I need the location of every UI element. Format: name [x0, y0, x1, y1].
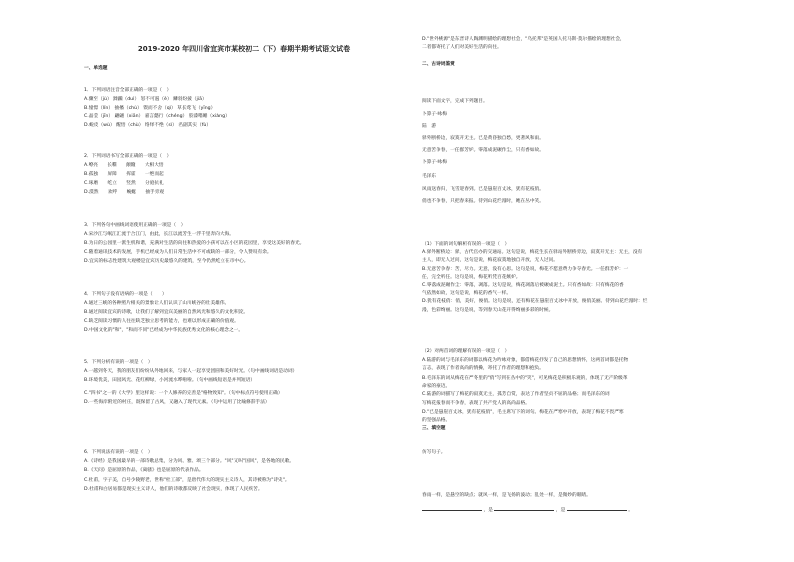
- text-line: 俏也不争春，只把春来报。待到山花烂漫时，她在丛中笑。: [422, 199, 544, 204]
- text-line: A.《诗经》是我国最早的一部诗歌总集，分为风、雅、颂三个部分。"风"又叫"国风"，是各地的民歌。: [84, 459, 295, 464]
- text-line: 写梅花报春而不争春，表现了共产党人的高尚品格。: [422, 401, 530, 406]
- text-line: A.一越到冬天，我的朋友们纷纷从外地回来，与家人一起享受团圆和美好时光。（句中画线词语是动词）: [84, 369, 298, 374]
- text-line: D."世外桃源"是东晋诗人陶渊明描绘的理想社会，"乌托邦"是英国人托马斯·莫尔描绘的理想社会，: [422, 37, 625, 42]
- text-line: D.杜甫和白居易都是现实主义诗人，他们的诗歌都反映了社会现实，体现了人民疾苦。: [84, 487, 263, 492]
- text-line: A.骤至（jù） 蹂躏（duì） 怒不可遏（è） 鳞羽纷披（jiā）: [84, 97, 207, 102]
- section-heading: 二、古诗词鉴赏: [422, 62, 455, 67]
- fill-blank-line: [422, 506, 633, 514]
- section-heading: 一、单选题: [84, 66, 108, 71]
- text-line: B.为日的公园里一派生机和谐，充满对生活的向往和热爱的小孩可以在小区的花园里，享受这美好的春光。: [84, 241, 305, 246]
- text-line: 2．下列词语书写全部正确的一项是（ ）: [84, 154, 172, 159]
- text-line: C.随着通讯技术的发展，手机已经成为人们日常生活中不可或缺的一部分，令人赞叹有余。: [84, 250, 272, 255]
- text-line: B.环境优美，田园风光、花红柳绿，小河流水哗啦啦。（句中画线短语是并列短语）: [84, 378, 256, 383]
- text-line: 无意苦争春，一任群芳妒。零落成泥碾作尘，只有香如故。: [422, 148, 544, 153]
- blank-separator-2: ，是: [555, 508, 566, 513]
- text-line: D."已是悬崖百丈冰，犹有花枝俏"，毛主席写下的词句。梅花在严寒中开放，表现了梅花不畏严寒: [422, 410, 624, 415]
- text-line: 5．下列分析有误的一项是（ ）: [84, 360, 153, 365]
- text-line: A.嘹亮 长嘶 颠簸 大相大悟: [84, 163, 164, 168]
- right-column: [422, 0, 762, 562]
- text-line: D.犹有花枝俏：俏，美好，俊俏。这句是说，还有梅花在悬崖百丈冰中开放，俊俏美丽。待到山花烂漫时：烂: [422, 299, 648, 304]
- text-line: A.驿外断桥边：驿，古代官办的交通站。这句是说，梅花生长在驿站外断桥旁边，寂寞开无主：无主，没有: [422, 250, 643, 255]
- text-line: C."四书"之一的《大学》里这样说：一个人修养的完善是"格物致知"。（句中标点符号使用正确）: [84, 391, 283, 396]
- text-line: 任，完全听任。这句是说，梅花听凭百花嫉妒。: [422, 275, 521, 280]
- text-line: D.一些海岸附近的村庄，既保留了古风，又融入了现代元素。（句中运用了比喻修辞手法）: [84, 400, 270, 405]
- text-line: 气依然如故，这句是说，梅花的香气一样。: [422, 291, 512, 296]
- text-line: D.宜宾的标志性建筑大观楼是宜宾历史最悠久的建筑，至今仍然屹立在市中心。: [84, 259, 249, 264]
- text-line: C.晶莹（jīn） 翩翩（xiān） 嘉言懿行（chéng） 胶漆嗜睡（xiàng）: [84, 114, 230, 119]
- text-line: 驿外断桥边，寂寞开无主。已是黄昏独自愁，更著风和雨。: [422, 136, 544, 141]
- answer-blank-3[interactable]: [567, 506, 627, 511]
- text-line: B.通过阅读宜宾的诗歌，让我们了解到宜宾美丽的自然风光和悠久的文化积淀。: [84, 310, 249, 315]
- text-line: B.无意苦争春：苦，尽力。无意，没有心思。这句是说，梅花不愿意费力争夺春光。一任群芳妒：一: [422, 267, 629, 272]
- text-line: A.通过三峡的各种照片相关的景象让人们认识了山川峡谷的壮美雄伟。: [84, 301, 230, 306]
- text-line: 仿写句子。: [422, 450, 446, 455]
- text-line: 主人，即无人过问，这句是说，梅花寂寞地独自开放，无人过问。: [422, 258, 558, 263]
- answer-blank-1[interactable]: [422, 506, 482, 511]
- left-column: [84, 0, 404, 562]
- text-line: 命家的豪迈。: [422, 384, 451, 389]
- text-line: 4．下列句子没有语病的一项是（ ）: [84, 292, 167, 297]
- text-line: 言志，表现了作者高尚的情操，寄托了作者的理想和抱负。: [422, 366, 544, 371]
- text-line: 漫，色彩绚丽。这句是说，等到春天山花开得绚丽多彩的时候。: [422, 308, 554, 313]
- text-line: 的坚强品格。: [422, 418, 451, 423]
- text-line: B.毛泽东的词从梅花在严冬里的"俏"写到在丛中的"笑"，可见梅花是积极乐观的，体现了无产阶级革: [422, 376, 628, 381]
- text-line: D.漠然 欢呼 蜿蜒 抽手旁观: [84, 190, 165, 195]
- text-line: （2）对两首词的理解有误的一项是（ ）: [422, 349, 510, 354]
- page-title: 2019-2020 年四川省宜宾市某校初二（下）春期半期考试语文试卷: [137, 45, 351, 53]
- text-line: B.《天问》是屈原的作品，《离骚》也是屈原的代表作品。: [84, 468, 204, 473]
- text-line: C.陆游的词描写了梅花的寂寞无主，孤芳自赏，表达了作者坚贞不屈的品格；而毛泽东的词: [422, 392, 610, 397]
- text-line: C.缺乏阅读习惯的人往往缺乏独立思考的能力，也难以形成正确的价值观。: [84, 319, 239, 324]
- text-line: 春雨一样，是悬空的缺点；就风一样，是飞扬的波动；乱处一样，是微妙的眼睛。: [422, 493, 591, 498]
- text-line: A.陆游的词与毛泽东的词都以梅花为吟咏对象，都借梅花抒发了自己的思想情怀，这两首词都是托物: [422, 358, 629, 363]
- text-line: C.杜甫，字子美，自号少陵野老，世称"杜工部"，是唐代伟大的现实主义诗人，其诗被称为"诗史"。: [84, 478, 290, 483]
- text-line: C.琢磨 屹立 竖然 分庭抗礼: [84, 181, 164, 186]
- text-line: 3．下列各句中画线词语使用正确的一项是（ ）: [84, 223, 186, 228]
- text-line: A.宋沙江与岷江汇流于合江门，由此，长江以流芳生一浮千里奔向大海。: [84, 232, 234, 237]
- text-line: 陆 游: [422, 124, 437, 129]
- text-line: B.孤独 屏障 挥霍 一绝而起: [84, 172, 164, 177]
- blank-separator-1: ，是: [483, 508, 493, 513]
- text-line: 卜算子·咏梅: [422, 160, 447, 165]
- text-line: C.零落成泥碾作尘：零落，凋落。这句是说，梅花凋落后被碾成泥土。只有香如故：只有梅花的香: [422, 283, 624, 288]
- text-line: 二者都寄托了人们对美好生活的向往。: [422, 45, 502, 50]
- text-line: 卜算子·咏梅: [422, 112, 447, 117]
- text-line: 风雨送春归，飞雪迎春到。已是悬崖百丈冰，犹有花枝俏。: [422, 187, 544, 192]
- text-line: 毛泽东: [422, 174, 437, 179]
- answer-blank-2[interactable]: [494, 506, 554, 511]
- text-line: D.蜕皮（wù） 醒悟（chù） 络绎不绝（sì） 名副其实（fù）: [84, 123, 212, 128]
- section-heading: 三、填空题: [422, 426, 446, 431]
- text-line: 1．下列词语注音全部正确的一项是（ ）: [84, 88, 172, 93]
- blank-end: 。: [628, 508, 633, 513]
- text-line: B.憧憬（lǐn） 抽搐（chù） 锲而不舍（qì） 草长莺飞（yīng）: [84, 106, 216, 111]
- text-line: D.中国文化的"和"，"和而不同"已经成为中华民族优秀文化的核心理念之一。: [84, 328, 244, 333]
- text-line: 阅读下面文字，完成下列题目。: [422, 99, 488, 104]
- text-line: （1）下面的词句解析有误的一项是（ ）: [422, 242, 510, 247]
- text-line: 6．下列说法有误的一项是（ ）: [84, 450, 153, 455]
